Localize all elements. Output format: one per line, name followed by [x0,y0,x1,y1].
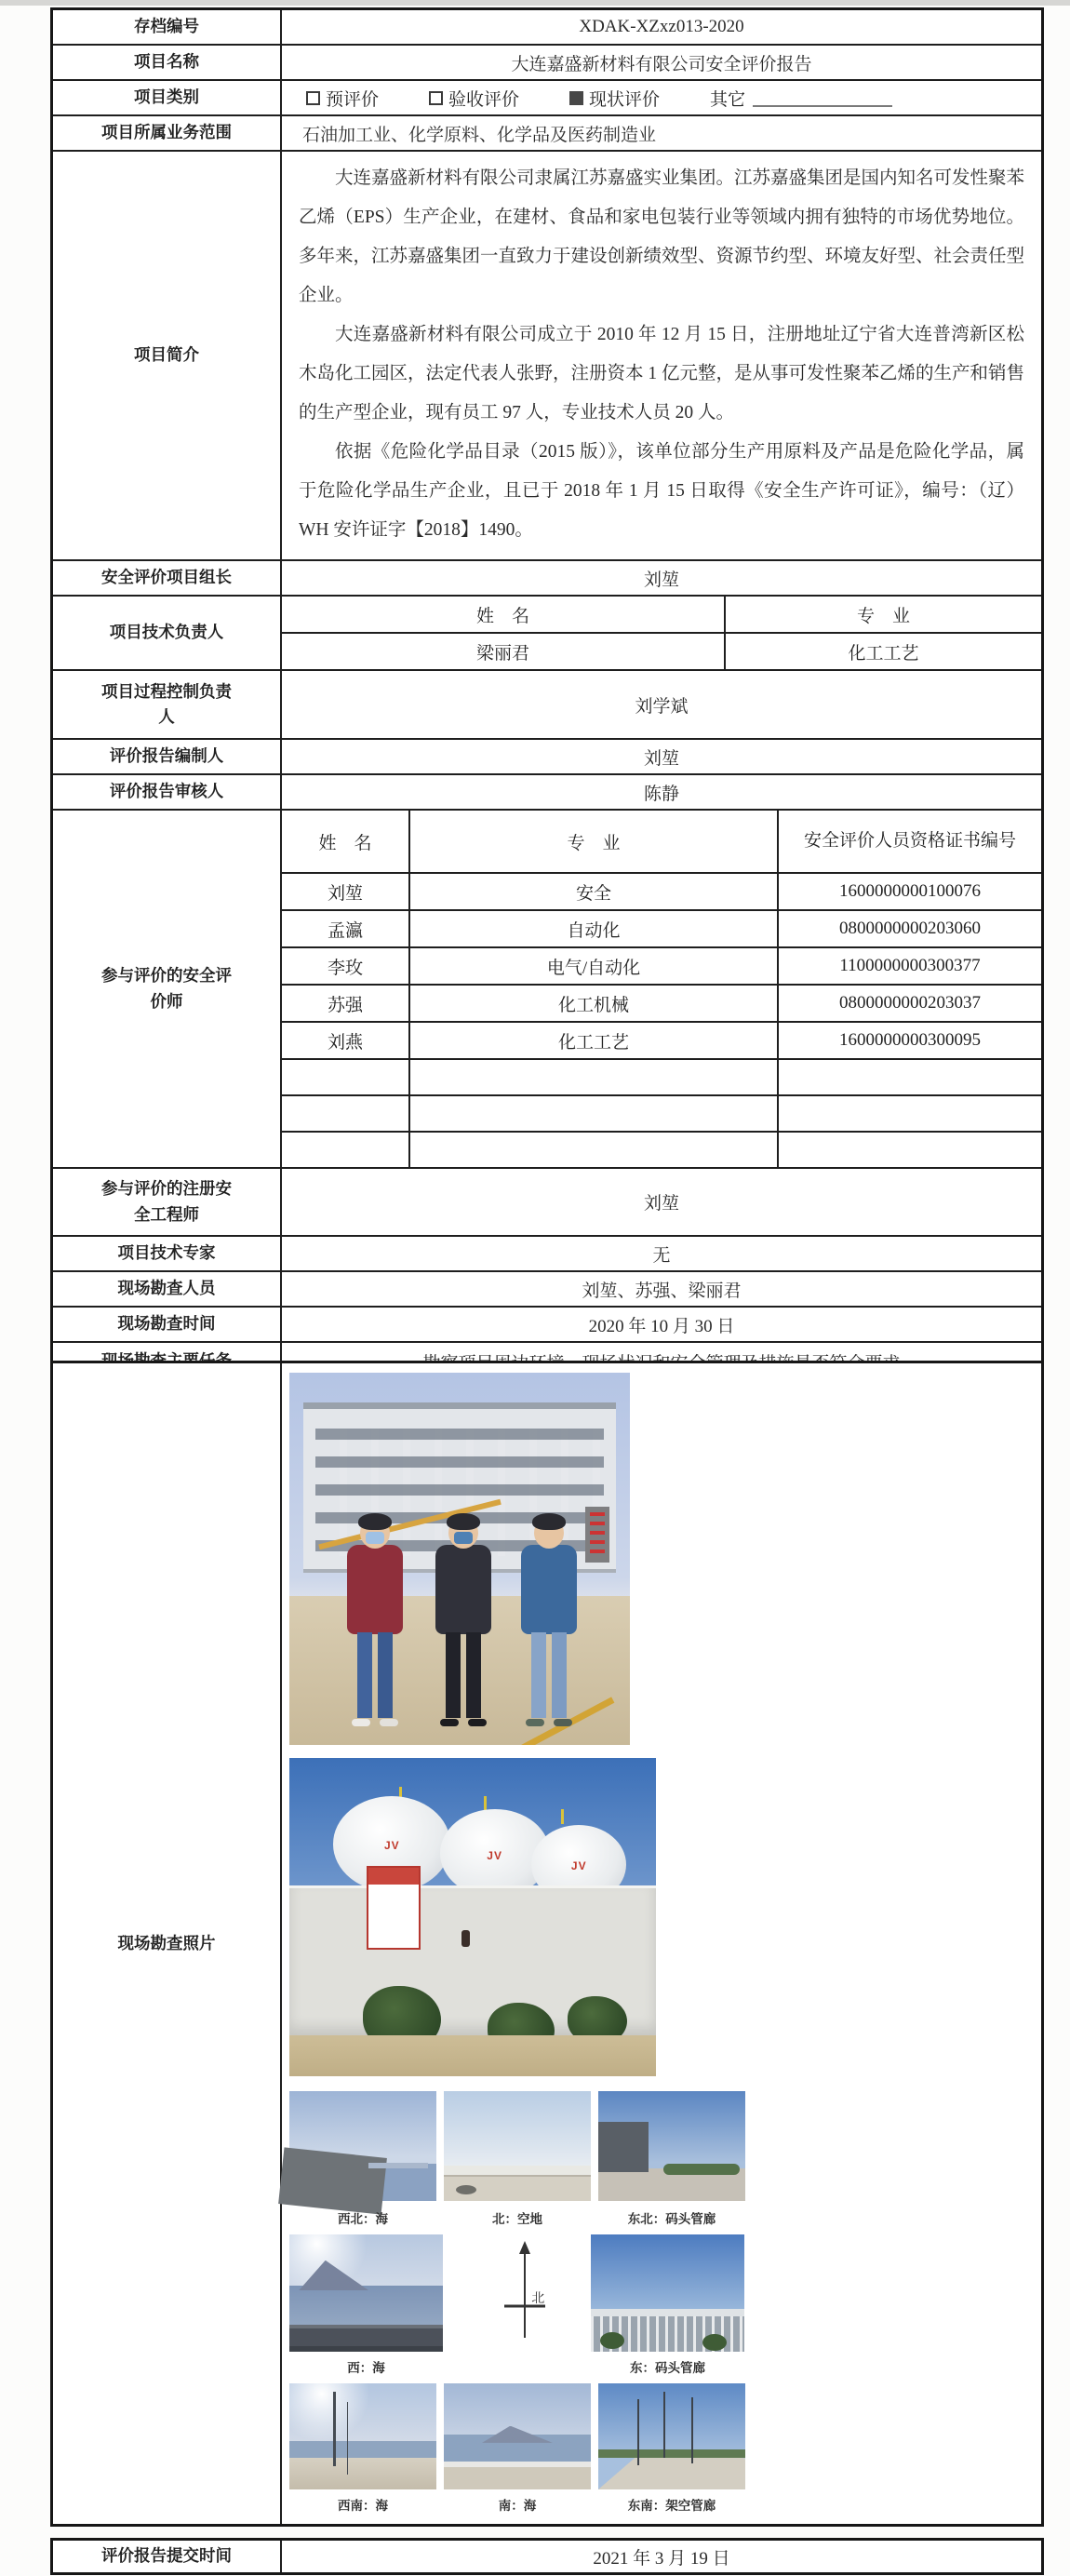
project-intro-text [282,152,1041,559]
option-acceptance-evaluation [429,86,519,111]
caption-southeast: 东南：架空管廊 [627,2499,716,2513]
evaluator-name [282,1133,410,1167]
row-project-category [53,81,1041,116]
photo-storage-tanks [289,1758,656,2076]
process-control-label: 项目过程控制负责人 [53,671,282,738]
person-denim-jacket [521,1517,577,1726]
report-reviewer-label: 评价报告审核人 [53,775,282,809]
evaluator-major: 化工工艺 [410,1023,779,1058]
evaluator-name [282,1096,410,1131]
registered-engineer-value: 刘堃 [643,1194,679,1214]
evaluator-row-empty [282,1096,1041,1133]
person-red-jacket [347,1517,403,1726]
survey-staff-label: 现场勘查人员 [53,1272,282,1306]
evaluator-name: 刘堃 [282,874,410,909]
report-writer-value: 刘堃 [643,748,679,769]
project-category-label: 项目类别 [53,81,282,114]
evaluators-name-header: 姓 名 [282,811,410,872]
evaluator-cert: 0800000000203060 [839,918,981,938]
row-report-writer [53,740,1041,775]
row-project-intro [53,152,1041,561]
option-pre-evaluation [306,86,379,111]
evaluator-major: 化工机械 [410,986,779,1021]
survey-staff-value: 刘堃、苏强、梁丽君 [582,1281,742,1301]
row-archive-no [53,10,1041,46]
caption-southwest: 西南：海 [338,2499,388,2513]
compass-north-label: 北 [531,2289,545,2305]
evaluator-row-empty [282,1060,1041,1096]
archive-no-value: XDAK-XZxz013-2020 [579,17,744,36]
evaluator-major: 安全 [410,874,779,909]
evaluator-major: 自动化 [410,911,779,946]
survey-time-label: 现场勘查时间 [53,1308,282,1341]
photo-northwest-sea [289,2091,436,2201]
evaluator-name: 李玫 [282,948,410,984]
row-survey-time [53,1308,1041,1343]
checkbox-unchecked-icon [429,91,443,105]
tech-expert-label: 项目技术专家 [53,1237,282,1270]
evaluator-row [282,1023,1041,1060]
row-team-leader [53,561,1041,597]
project-name-label: 项目名称 [53,46,282,79]
tank: JV [333,1796,450,1892]
caption-east: 东：码头管廊 [630,2361,705,2375]
other-blank-underline [753,88,892,107]
evaluator-cert [779,1060,1041,1094]
evaluators-cert-header: 安全评价人员资格证书编号 [803,830,1016,851]
hazard-notice-sign [367,1866,421,1950]
row-tech-expert [53,1237,1041,1272]
intro-paragraph-1: 大连嘉盛新材料有限公司隶属江苏嘉盛实业集团。江苏嘉盛集团是国内知名可发性聚苯乙烯（EPS）生产企业，在建材、食品和家电包装行业等领域内拥有独特的市场优势地位。多年来，江苏嘉盛集团一直致力于建设创新绩效型、资源节约型、环境友好型、社会责任型企业。 [299,168,1025,305]
evaluator-major: 电气/自动化 [410,948,779,984]
evaluators-subtable [282,811,1041,1167]
evaluators-label: 参与评价的安全评价师 [53,811,282,1167]
team-leader-value: 刘堃 [643,570,679,590]
evaluator-row-empty [282,1133,1041,1167]
registered-engineer-label: 参与评价的注册安全工程师 [53,1169,282,1235]
checkbox-checked-icon [569,91,583,105]
team-leader-label: 安全评价项目组长 [53,561,282,595]
intro-paragraph-3: 依据《危险化学品目录（2015 版）》，该单位部分生产用原料及产品是危险化学品，属于危险化学品生产企业，且已于 2018 年 1 月 15 日取得《安全生产许可证》，编号：（辽）WH 安许证字【2018】1490。 [299,442,1024,540]
option-status-evaluation [569,86,660,111]
evaluator-name: 刘燕 [282,1023,410,1058]
scan-edge-strip [0,0,1070,6]
photo-west-sea [289,2234,443,2352]
project-name-value: 大连嘉盛新材料有限公司安全评价报告 [511,54,812,74]
survey-photos-label: 现场勘查照片 [53,1363,282,2524]
ground [289,2035,656,2076]
photo-north-vacant-land [444,2091,591,2201]
row-evaluators [53,811,1041,1169]
tank: JV [440,1809,550,1898]
survey-photos-area [282,1363,1041,2524]
row-registered-engineer [53,1169,1041,1237]
option-other [710,86,892,111]
worker-figure [461,1930,470,1947]
caption-west: 西：海 [347,2361,385,2375]
survey-photos-table [50,1361,1044,2527]
business-scope-label: 项目所属业务范围 [53,116,282,150]
tech-lead-label: 项目技术负责人 [53,597,282,669]
photo-survey-team [289,1373,630,1745]
project-intro-label: 项目简介 [53,152,282,559]
caption-south: 南：海 [498,2499,537,2513]
row-project-name [53,46,1041,81]
photo-south-sea [444,2383,591,2489]
caption-northeast: 东北：码头管廊 [627,2212,716,2226]
checkbox-unchecked-icon [306,91,320,105]
archive-no-label: 存档编号 [53,10,282,44]
row-report-reviewer [53,775,1041,811]
tech-lead-subtable [282,597,1041,669]
evaluator-cert: 1600000000100076 [839,880,981,901]
evaluator-row [282,911,1041,948]
report-info-table [50,7,1044,1383]
photo-southeast-overhead-pipe-rack [598,2383,745,2489]
evaluator-row [282,986,1041,1023]
evaluator-major [410,1133,779,1167]
evaluator-name: 孟瀛 [282,911,410,946]
tank: JV [531,1825,626,1905]
caption-northwest: 西北：海 [338,2212,388,2226]
tech-expert-value: 无 [652,1245,671,1266]
evaluator-name: 苏强 [282,986,410,1021]
option-acceptance-evaluation-label: 验收评价 [448,89,520,110]
option-other-label: 其它 [710,89,746,110]
caption-north: 北：空地 [492,2212,542,2226]
tech-lead-name: 梁丽君 [282,634,726,669]
project-category-options [282,81,1041,114]
evaluator-name [282,1060,410,1094]
submit-date-value: 2021 年 3 月 19 日 [593,2548,730,2569]
submit-date-label: 评价报告提交时间 [53,2541,282,2572]
led-sign [585,1507,609,1563]
report-reviewer-value: 陈静 [643,784,679,804]
evaluator-row [282,948,1041,986]
survey-time-value: 2020 年 10 月 30 日 [588,1316,735,1336]
business-scope-value: 石油加工业、化学原料、化学品及医药制造业 [302,125,657,145]
evaluators-header-row [282,811,1041,874]
photo-east-pipe-rack [591,2234,744,2352]
north-compass-icon [483,2234,567,2352]
report-writer-label: 评价报告编制人 [53,740,282,773]
evaluator-row [282,874,1041,911]
evaluator-cert: 1600000000300095 [839,1029,981,1050]
submit-date-table [50,2538,1044,2575]
photo-northeast-pipe-rack [598,2091,745,2201]
tech-lead-major-header: 专 业 [856,606,910,626]
option-pre-evaluation-label: 预评价 [326,89,380,110]
option-status-evaluation-label: 现状评价 [589,89,661,110]
tech-lead-major: 化工工艺 [848,643,919,664]
evaluator-cert: 1100000000300377 [839,955,981,975]
evaluator-cert [779,1096,1041,1131]
row-business-scope [53,116,1041,152]
tech-lead-name-header: 姓 名 [282,597,726,632]
evaluator-major [410,1096,779,1131]
process-control-value: 刘学斌 [635,696,689,717]
row-process-control [53,671,1041,740]
person-dark-coat [435,1517,491,1726]
evaluator-cert [779,1133,1041,1167]
evaluators-major-header: 专 业 [410,811,779,872]
intro-paragraph-2: 大连嘉盛新材料有限公司成立于 2010 年 12 月 15 日，注册地址辽宁省大连普湾新区松木岛化工园区，法定代表人张野，注册资本 1 亿元整，是从事可发性聚苯乙烯的生产和销售的生产型企业，现有员工 97 人，专业技术人员 20 人。 [299,325,1025,423]
row-survey-staff [53,1272,1041,1308]
evaluator-cert: 0800000000203037 [839,992,981,1013]
row-tech-lead [53,597,1041,671]
evaluator-major [410,1060,779,1094]
photo-southwest-sea [289,2383,436,2489]
